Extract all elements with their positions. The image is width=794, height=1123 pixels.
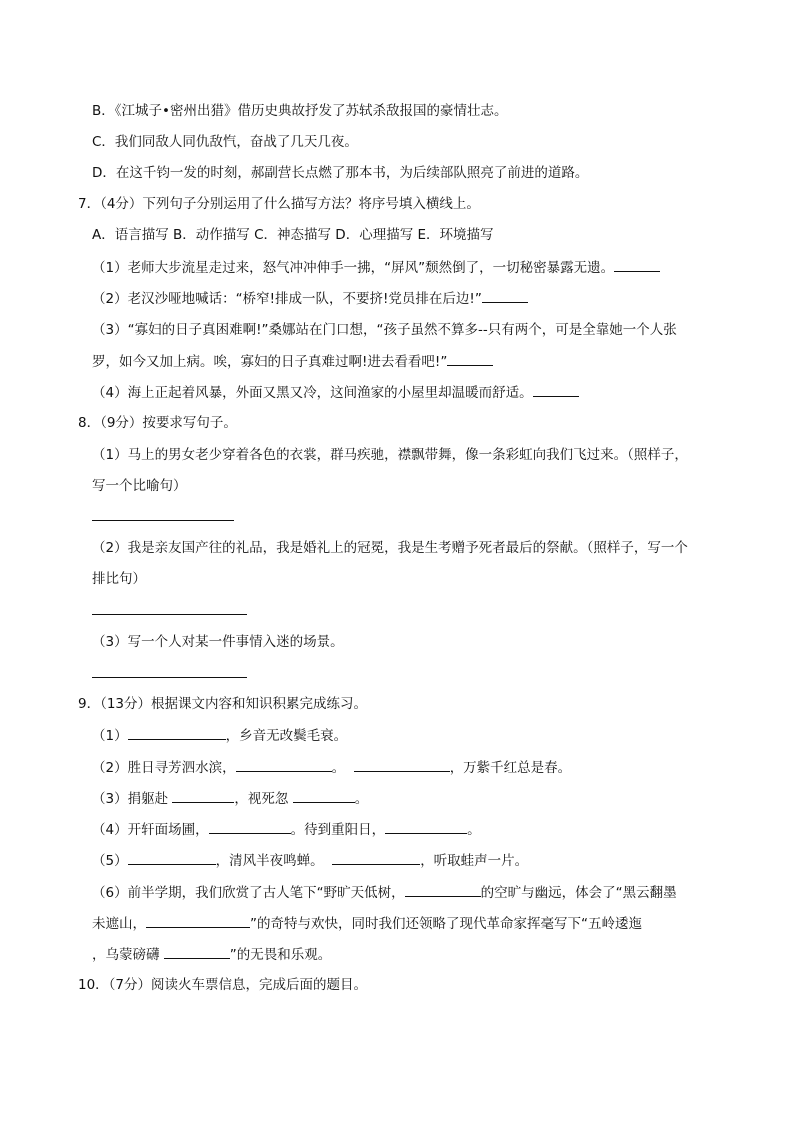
fill-blank [164,944,230,959]
q7-sentence-4: （4）海上正起着风暴，外面又黑又冷，这间渔家的小屋里却温暖而舒适。 [92,382,579,403]
q9-stem: 9．（13分）根据课文内容和知识积累完成练习。 [78,696,368,712]
q9-poem-6-line2: 未遮山， ”的奇特与欢快，同时我们还领略了现代革命家挥毫写下“五岭逶迤 [92,913,642,934]
option-c: C．我们同敌人同仇敌忾，奋战了几天几夜。 [92,134,358,150]
q9-poem-4: （4）开轩面场圃， 。待到重阳日， 。 [92,819,481,840]
answer-blank [533,382,579,397]
fill-blank [354,757,450,772]
q7-sentence-1: （1）老师大步流星走过来，怒气冲冲伸手一拂，“屏风”颓然倒了，一切秘密暴露无遗。 [92,257,660,278]
q7-options: A．语言描写 B．动作描写 C．神态描写 D．心理描写 E．环境描写 [92,227,494,243]
q7-stem: 7．（4分）下列句子分别运用了什么描写方法？将序号填入横线上。 [78,196,480,212]
q8-task-2-line2: 排比句） [92,571,146,587]
option-d: D．在这千钧一发的时刻，郝副营长点燃了那本书，为后续部队照亮了前进的道路。 [92,165,589,181]
q9-poem-1: （1） ，乡音无改鬓毛衰。 [92,725,347,746]
answer-blank [614,257,660,272]
answer-line-1 [92,520,234,521]
q8-stem: 8．（9分）按要求写句子。 [78,415,237,431]
fill-blank [209,819,291,834]
q10-stem: 10．（7分）阅读火车票信息，完成后面的题目。 [78,977,368,993]
q8-task-2-line1: （2）我是亲友国产往的礼品，我是婚礼上的冠冕，我是生考赠予死者最后的祭献。（照样子，写一个 [92,540,688,556]
q9-poem-5: （5） ，清风半夜鸣蝉。 ，听取蛙声一片。 [92,850,528,871]
q7-sentence-2: （2）老汉沙哑地喊话：“桥窄!排成一队，不要挤!党员排在后边!” [92,288,528,309]
q8-task-1-line1: （1）马上的男女老少穿着各色的衣裳，群马疾驰，襟飘带舞，像一条彩虹向我们飞过来。（照样子， [92,447,688,463]
q9-poem-6-line1: （6）前半学期，我们欣赏了古人笔下“野旷天低树， 的空旷与幽远，体会了“黑云翻墨 [92,882,677,903]
answer-line-2 [92,614,247,615]
fill-blank [293,788,355,803]
q7-sentence-3-line1: （3）“寡妇的日子真困难啊!”桑娜站在门口想，“孩子虽然不算多--只有两个，可是全靠她一个人张 [92,322,677,338]
answer-blank [447,351,493,366]
fill-blank [405,882,481,897]
fill-blank [128,725,226,740]
fill-blank [236,757,332,772]
fill-blank [146,913,250,928]
q9-poem-6-line3: ，乌蒙磅礴 ”的无畏和乐观。 [92,944,331,965]
fill-blank [128,850,216,865]
q9-poem-3: （3）捐躯赴 ，视死忽 。 [92,788,368,809]
fill-blank [385,819,467,834]
q9-poem-2: （2）胜日寻芳泗水滨， 。 ，万紫千红总是春。 [92,757,571,778]
fill-blank [172,788,234,803]
answer-line-3 [92,677,247,678]
q7-sentence-3-line2: 罗，如今又加上病。唉，寡妇的日子真难过啊!进去看看吧!” [92,351,493,372]
q8-task-1-line2: 写一个比喻句） [92,478,187,494]
answer-blank [482,288,528,303]
fill-blank [332,850,420,865]
option-b: B．《江城子•密州出猎》借历史典故抒发了苏轼杀敌报国的豪情壮志。 [92,103,508,119]
q8-task-3: （3）写一个人对某一件事情入迷的场景。 [92,634,344,650]
